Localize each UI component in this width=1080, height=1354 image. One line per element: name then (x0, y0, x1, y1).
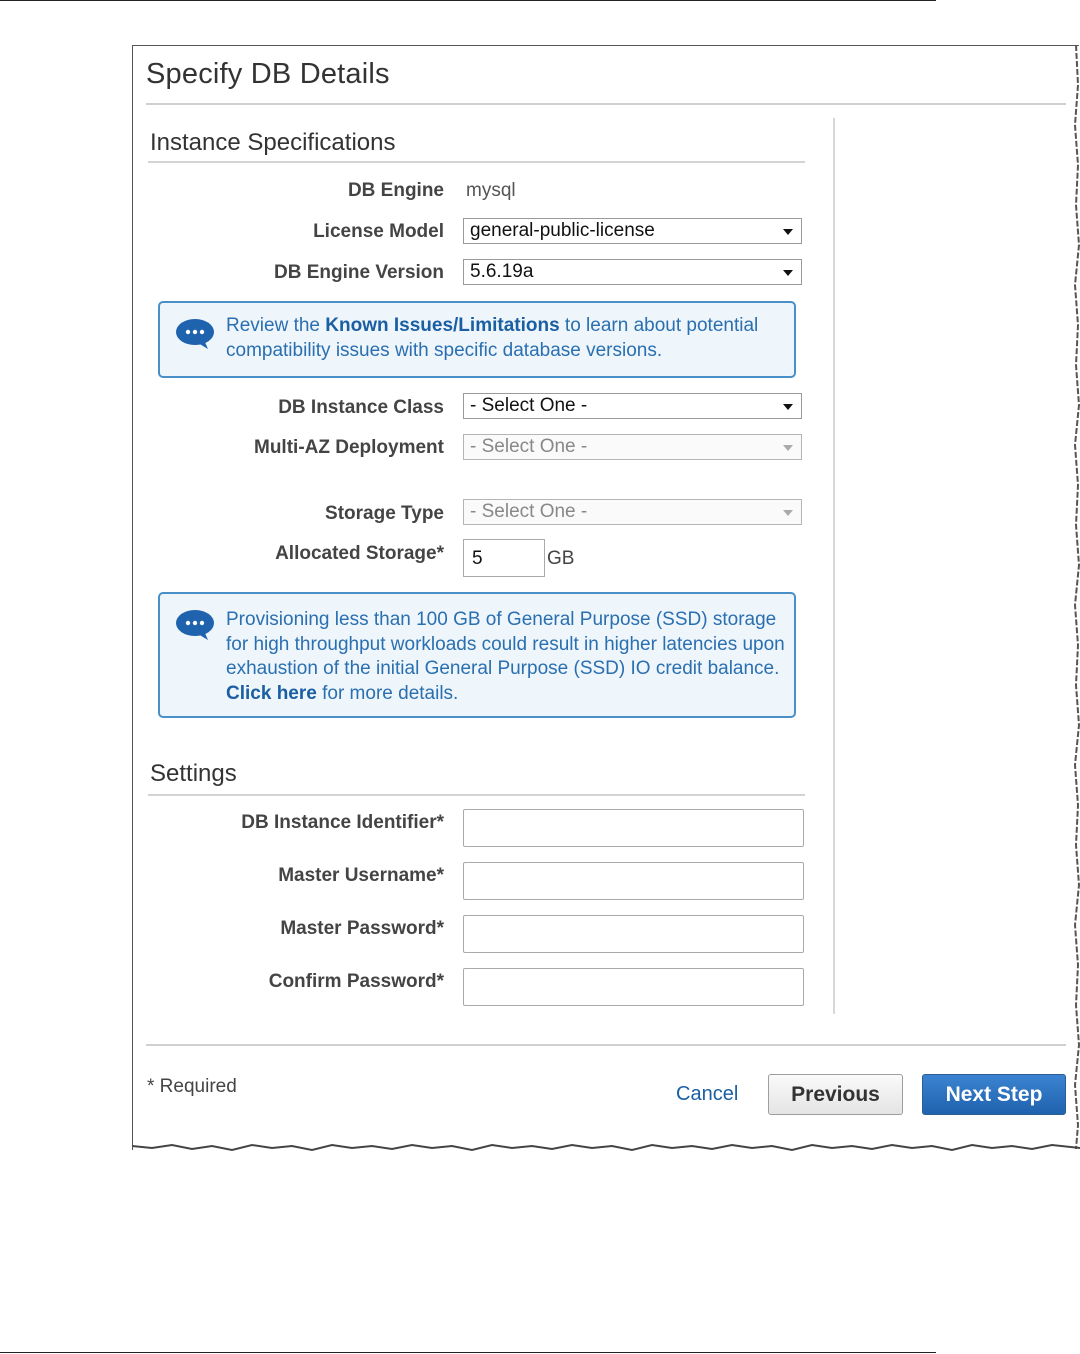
db-engine-version-select[interactable] (463, 259, 802, 285)
storage-type-label: Storage Type (325, 503, 444, 524)
db-engine-label: DB Engine (347, 180, 444, 201)
column-divider (833, 118, 835, 1014)
section-divider (148, 161, 805, 163)
multi-az-selected: - Select One - (470, 436, 588, 457)
dropdown-caret-icon (783, 404, 793, 410)
section-divider (148, 794, 805, 796)
license-model-select[interactable] (463, 218, 802, 244)
title-divider (146, 103, 1066, 105)
allocated-storage-unit: GB (547, 548, 575, 569)
confirm-password-input[interactable] (463, 968, 804, 1006)
cancel-link[interactable]: Cancel (676, 1083, 739, 1105)
page-bottom-rule (0, 1352, 936, 1353)
allocated-storage-label: Allocated Storage* (275, 543, 444, 564)
next-step-button[interactable]: Next Step (922, 1074, 1066, 1115)
db-engine-version-selected: 5.6.19a (470, 261, 534, 282)
master-password-input[interactable] (463, 915, 804, 953)
master-username-label: Master Username* (278, 865, 444, 886)
page-top-rule (0, 0, 936, 1)
click-here-link[interactable]: Click here (226, 682, 317, 704)
section-heading-settings: Settings (150, 760, 237, 787)
known-issues-link[interactable]: Known Issues/Limitations (325, 315, 560, 336)
allocated-storage-input[interactable]: 5 (463, 539, 545, 577)
page-title: Specify DB Details (146, 58, 390, 90)
master-password-label: Master Password* (280, 918, 444, 939)
dropdown-caret-icon (783, 510, 793, 516)
dropdown-caret-icon (783, 229, 793, 235)
db-instance-identifier-input[interactable] (463, 809, 804, 847)
previous-button[interactable]: Previous (768, 1074, 903, 1115)
info-versions-prefix: Review the (226, 315, 326, 336)
info-versions-suffix: to learn about potential compatibility issues with specific database versions. (226, 315, 759, 361)
db-instance-class-label: DB Instance Class (278, 397, 444, 418)
db-instance-class-selected: - Select One - (470, 395, 588, 416)
storage-type-selected: - Select One - (470, 501, 588, 522)
info-storage-text: Provisioning less than 100 GB of General Purpose (SSD) storage for high throughput workloads could result in higher latencies upon exhaustion of the initial General Purpose (SSD) IO credit balance. (226, 609, 785, 679)
torn-edge-bottom (132, 1140, 1080, 1156)
confirm-password-label: Confirm Password* (268, 971, 444, 992)
master-username-input[interactable] (463, 862, 804, 900)
db-instance-identifier-label: DB Instance Identifier* (241, 812, 444, 833)
info-box-storage (158, 592, 796, 718)
footer-divider (146, 1044, 1066, 1046)
speech-bubble-icon (176, 319, 214, 349)
db-engine-value: mysql (466, 180, 516, 201)
multi-az-select[interactable] (463, 434, 802, 460)
db-instance-class-select[interactable] (463, 393, 802, 419)
storage-type-select[interactable] (463, 499, 802, 525)
license-model-label: License Model (313, 221, 444, 242)
dropdown-caret-icon (783, 270, 793, 276)
info-storage-suffix: for more details. (316, 682, 459, 704)
license-model-selected: general-public-license (470, 220, 655, 241)
speech-bubble-icon (176, 610, 214, 640)
section-heading-instance-specs: Instance Specifications (150, 129, 396, 156)
multi-az-label: Multi-AZ Deployment (254, 437, 444, 458)
required-note: * Required (147, 1076, 237, 1097)
db-engine-version-label: DB Engine Version (274, 262, 444, 283)
info-box-versions (158, 301, 796, 378)
dropdown-caret-icon (783, 445, 793, 451)
torn-edge-right (1072, 45, 1080, 1149)
